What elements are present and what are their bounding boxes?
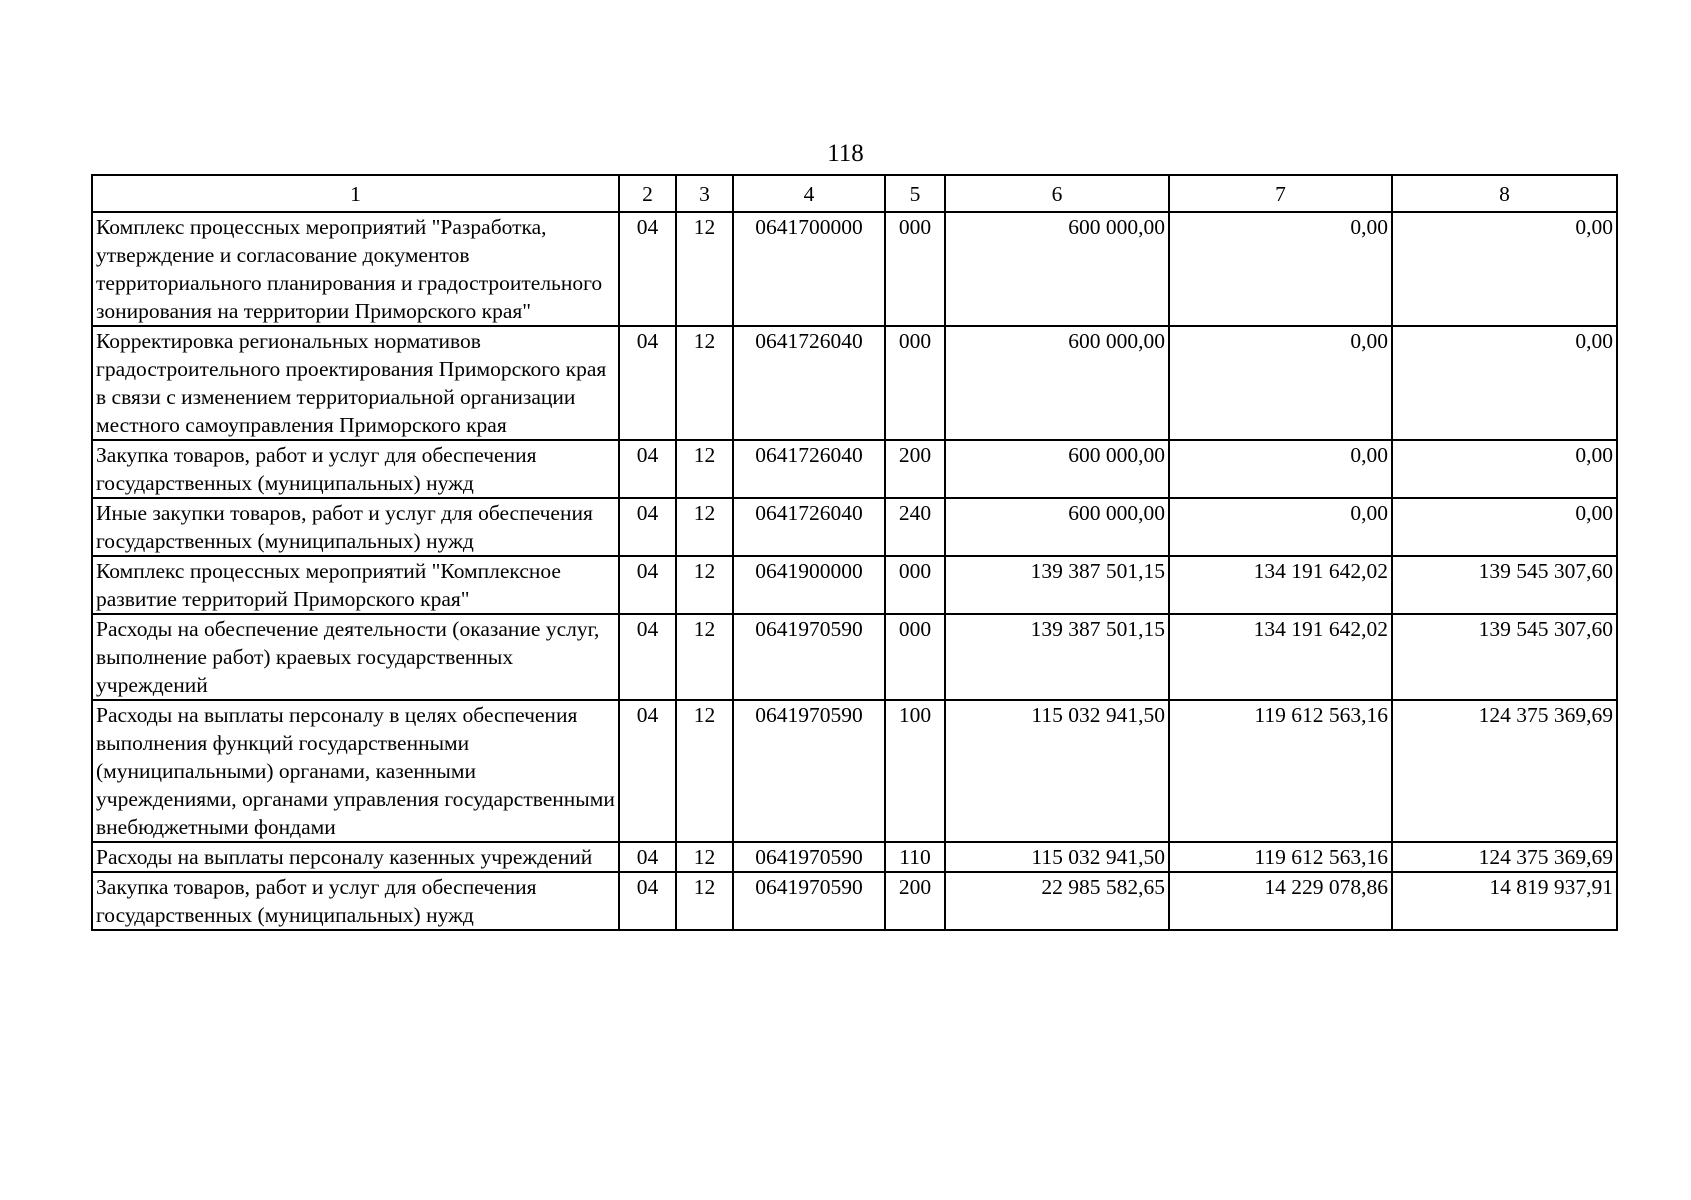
amount-col-7: 0,00 (1169, 498, 1392, 556)
expense-type-code: 000 (885, 614, 945, 700)
page-number: 118 (827, 140, 864, 167)
amount-col-7: 119 612 563,16 (1169, 700, 1392, 842)
table-row (92, 326, 1617, 440)
target-article-code: 0641970590 (733, 700, 885, 842)
target-article-code: 0641970590 (733, 842, 885, 872)
row-name: Комплекс процессных мероприятий "Комплексное развитие территорий Приморского края" (92, 556, 619, 614)
section-code: 04 (619, 498, 676, 556)
row-name: Расходы на выплаты персоналу в целях обеспечения выполнения функций государственными (муниципальными) органами, казенными учреждениями, органами управления государственными внебюджетными фондами (92, 700, 619, 842)
amount-col-8: 0,00 (1392, 326, 1617, 440)
amount-col-7: 0,00 (1169, 212, 1392, 326)
amount-col-6: 139 387 501,15 (945, 556, 1169, 614)
subsection-code: 12 (676, 440, 733, 498)
row-name: Расходы на обеспечение деятельности (оказание услуг, выполнение работ) краевых государственных учреждений (92, 614, 619, 700)
row-name: Закупка товаров, работ и услуг для обеспечения государственных (муниципальных) нужд (92, 872, 619, 930)
subsection-code: 12 (676, 614, 733, 700)
amount-col-6: 600 000,00 (945, 212, 1169, 326)
amount-col-6: 115 032 941,50 (945, 842, 1169, 872)
expense-type-code: 000 (885, 212, 945, 326)
table-row (92, 842, 1617, 872)
budget-table (91, 174, 1618, 931)
subsection-code: 12 (676, 700, 733, 842)
section-code: 04 (619, 556, 676, 614)
amount-col-7: 134 191 642,02 (1169, 556, 1392, 614)
amount-col-8: 139 545 307,60 (1392, 614, 1617, 700)
expense-type-code: 000 (885, 326, 945, 440)
column-header: 7 (1169, 175, 1392, 212)
amount-col-6: 22 985 582,65 (945, 872, 1169, 930)
table-row (92, 614, 1617, 700)
target-article-code: 0641970590 (733, 614, 885, 700)
expense-type-code: 200 (885, 440, 945, 498)
amount-col-7: 0,00 (1169, 440, 1392, 498)
target-article-code: 0641970590 (733, 872, 885, 930)
section-code: 04 (619, 842, 676, 872)
expense-type-code: 100 (885, 700, 945, 842)
table-row (92, 440, 1617, 498)
target-article-code: 0641726040 (733, 498, 885, 556)
section-code: 04 (619, 872, 676, 930)
amount-col-7: 14 229 078,86 (1169, 872, 1392, 930)
target-article-code: 0641726040 (733, 440, 885, 498)
table-row (92, 700, 1617, 842)
row-name: Комплекс процессных мероприятий "Разработка, утверждение и согласование документов территориального планирования и градостроительного зонирования на территории Приморского края" (92, 212, 619, 326)
row-name: Закупка товаров, работ и услуг для обеспечения государственных (муниципальных) нужд (92, 440, 619, 498)
column-header: 2 (619, 175, 676, 212)
section-code: 04 (619, 614, 676, 700)
amount-col-7: 0,00 (1169, 326, 1392, 440)
subsection-code: 12 (676, 872, 733, 930)
amount-col-8: 139 545 307,60 (1392, 556, 1617, 614)
expense-type-code: 000 (885, 556, 945, 614)
amount-col-8: 124 375 369,69 (1392, 700, 1617, 842)
header-row (92, 175, 1617, 212)
table-row (92, 556, 1617, 614)
target-article-code: 0641726040 (733, 326, 885, 440)
amount-col-8: 0,00 (1392, 212, 1617, 326)
section-code: 04 (619, 440, 676, 498)
subsection-code: 12 (676, 842, 733, 872)
row-name: Корректировка региональных нормативов градостроительного проектирования Приморского края в связи с изменением территориальной организации местного самоуправления Приморского края (92, 326, 619, 440)
expense-type-code: 240 (885, 498, 945, 556)
column-header: 5 (885, 175, 945, 212)
row-name: Иные закупки товаров, работ и услуг для обеспечения государственных (муниципальных) нужд (92, 498, 619, 556)
subsection-code: 12 (676, 326, 733, 440)
subsection-code: 12 (676, 498, 733, 556)
table-row (92, 872, 1617, 930)
amount-col-6: 600 000,00 (945, 498, 1169, 556)
expense-type-code: 200 (885, 872, 945, 930)
amount-col-8: 14 819 937,91 (1392, 872, 1617, 930)
amount-col-7: 119 612 563,16 (1169, 842, 1392, 872)
expense-type-code: 110 (885, 842, 945, 872)
amount-col-6: 115 032 941,50 (945, 700, 1169, 842)
section-code: 04 (619, 700, 676, 842)
table-row (92, 212, 1617, 326)
column-header: 8 (1392, 175, 1617, 212)
amount-col-8: 124 375 369,69 (1392, 842, 1617, 872)
row-name: Расходы на выплаты персоналу казенных учреждений (92, 842, 619, 872)
table-row (92, 498, 1617, 556)
amount-col-6: 600 000,00 (945, 326, 1169, 440)
amount-col-8: 0,00 (1392, 498, 1617, 556)
amount-col-7: 134 191 642,02 (1169, 614, 1392, 700)
section-code: 04 (619, 212, 676, 326)
column-header: 6 (945, 175, 1169, 212)
amount-col-6: 139 387 501,15 (945, 614, 1169, 700)
amount-col-8: 0,00 (1392, 440, 1617, 498)
target-article-code: 0641700000 (733, 212, 885, 326)
column-header: 1 (92, 175, 619, 212)
amount-col-6: 600 000,00 (945, 440, 1169, 498)
target-article-code: 0641900000 (733, 556, 885, 614)
subsection-code: 12 (676, 556, 733, 614)
column-header: 4 (733, 175, 885, 212)
section-code: 04 (619, 326, 676, 440)
subsection-code: 12 (676, 212, 733, 326)
column-header: 3 (676, 175, 733, 212)
